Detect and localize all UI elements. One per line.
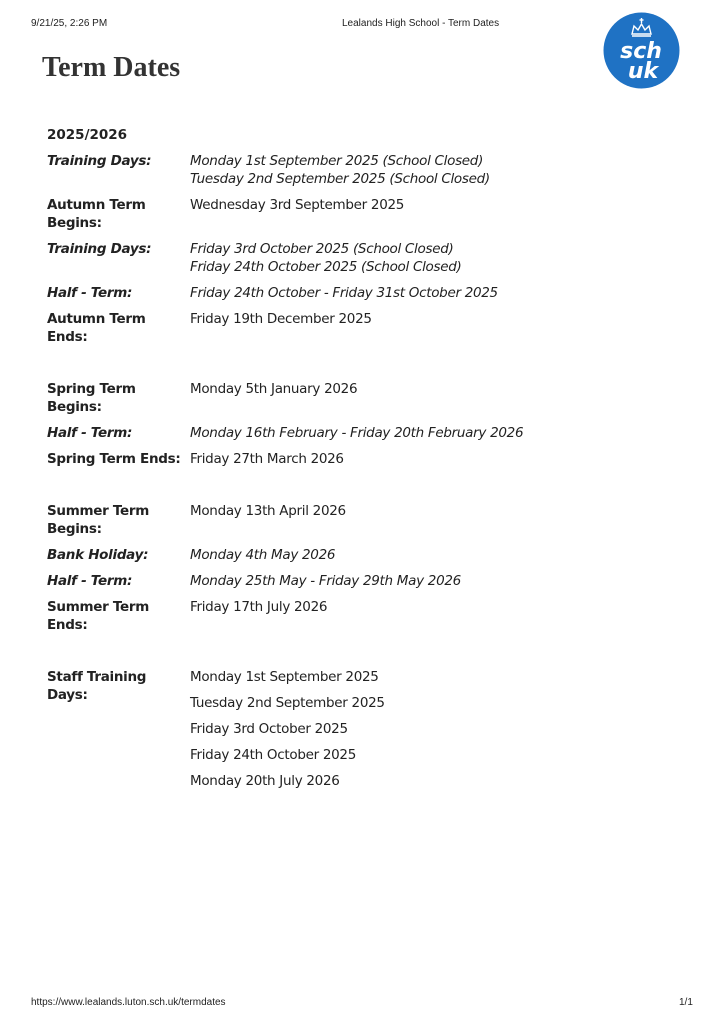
term-date-line: Friday 27th March 2026 <box>190 451 344 467</box>
academic-year: 2025/2026 <box>47 127 128 143</box>
term-date-label: Training Days: <box>47 153 152 169</box>
term-date-label: Spring Term Begins: <box>47 381 136 415</box>
print-datetime: 9/21/25, 2:26 PM <box>31 18 108 29</box>
term-date-value <box>190 450 687 468</box>
term-date-value <box>190 152 687 188</box>
term-date-label: Autumn Term Ends: <box>47 311 146 345</box>
staff-training-label: Staff Training Days: <box>47 669 147 703</box>
term-date-line: Monday 5th January 2026 <box>190 381 358 397</box>
term-date-value <box>190 310 687 346</box>
term-date-line: Friday 24th October - Friday 31st October 2025 <box>190 285 498 301</box>
term-date-line: Friday 3rd October 2025 (School Closed) <box>190 241 454 257</box>
logo-text-top: sch <box>620 39 662 64</box>
term-date-row <box>47 152 687 188</box>
staff-training-date: Tuesday 2nd September 2025 <box>190 695 385 711</box>
term-date-value <box>190 240 687 276</box>
print-url: https://www.lealands.luton.sch.uk/termdates <box>31 997 226 1008</box>
term-date-row <box>47 598 687 634</box>
term-date-label: Half - Term: <box>47 425 133 441</box>
term-date-value <box>190 424 687 442</box>
staff-training-dates <box>190 668 687 798</box>
summer-term-section <box>47 502 687 634</box>
term-date-row <box>47 240 687 276</box>
logo-text-bottom: uk <box>627 59 659 84</box>
staff-training-date: Monday 1st September 2025 <box>190 669 379 685</box>
term-date-label: Training Days: <box>47 241 152 257</box>
print-page-number: 1/1 <box>679 997 693 1008</box>
staff-training-date: Monday 20th July 2026 <box>190 773 340 789</box>
page-title: Term Dates <box>42 52 181 83</box>
term-date-value <box>190 546 687 564</box>
spring-term-section <box>47 380 687 468</box>
term-date-value <box>190 284 687 302</box>
term-date-row <box>47 450 687 468</box>
term-date-row <box>47 310 687 346</box>
sch-uk-logo <box>603 12 680 89</box>
print-page-title: Lealands High School - Term Dates <box>342 18 500 29</box>
term-date-line: Monday 1st September 2025 (School Closed) <box>190 153 484 169</box>
term-date-row <box>47 284 687 302</box>
term-date-line: Tuesday 2nd September 2025 (School Closed) <box>190 171 490 187</box>
term-date-row <box>47 572 687 590</box>
staff-training-date: Friday 24th October 2025 <box>190 747 356 763</box>
term-date-value <box>190 196 687 232</box>
term-date-value <box>190 598 687 634</box>
term-date-line: Friday 19th December 2025 <box>190 311 372 327</box>
staff-training-date: Friday 3rd October 2025 <box>190 721 348 737</box>
term-date-row <box>47 380 687 416</box>
term-date-line: Friday 24th October 2025 (School Closed) <box>190 259 462 275</box>
term-date-line: Friday 17th July 2026 <box>190 599 328 615</box>
term-date-line: Wednesday 3rd September 2025 <box>190 197 405 213</box>
term-date-label: Bank Holiday: <box>47 547 149 563</box>
term-date-label: Summer Term Begins: <box>47 503 149 537</box>
term-date-row <box>47 502 687 538</box>
term-date-value <box>190 572 687 590</box>
term-date-row <box>47 196 687 232</box>
term-date-row <box>47 424 687 442</box>
term-dates-content <box>47 126 687 806</box>
autumn-term-section <box>47 152 687 346</box>
term-date-value <box>190 380 687 416</box>
term-date-label: Spring Term Ends: <box>47 451 181 467</box>
term-date-label: Half - Term: <box>47 573 133 589</box>
term-date-line: Monday 25th May - Friday 29th May 2026 <box>190 573 461 589</box>
term-date-row <box>47 546 687 564</box>
term-date-label: Autumn Term Begins: <box>47 197 146 231</box>
term-date-line: Monday 13th April 2026 <box>190 503 346 519</box>
term-date-line: Monday 4th May 2026 <box>190 547 336 563</box>
term-date-label: Summer Term Ends: <box>47 599 149 633</box>
term-date-value <box>190 502 687 538</box>
term-date-label: Half - Term: <box>47 285 133 301</box>
staff-training-days-row <box>47 668 687 798</box>
term-date-line: Monday 16th February - Friday 20th February 2026 <box>190 425 524 441</box>
